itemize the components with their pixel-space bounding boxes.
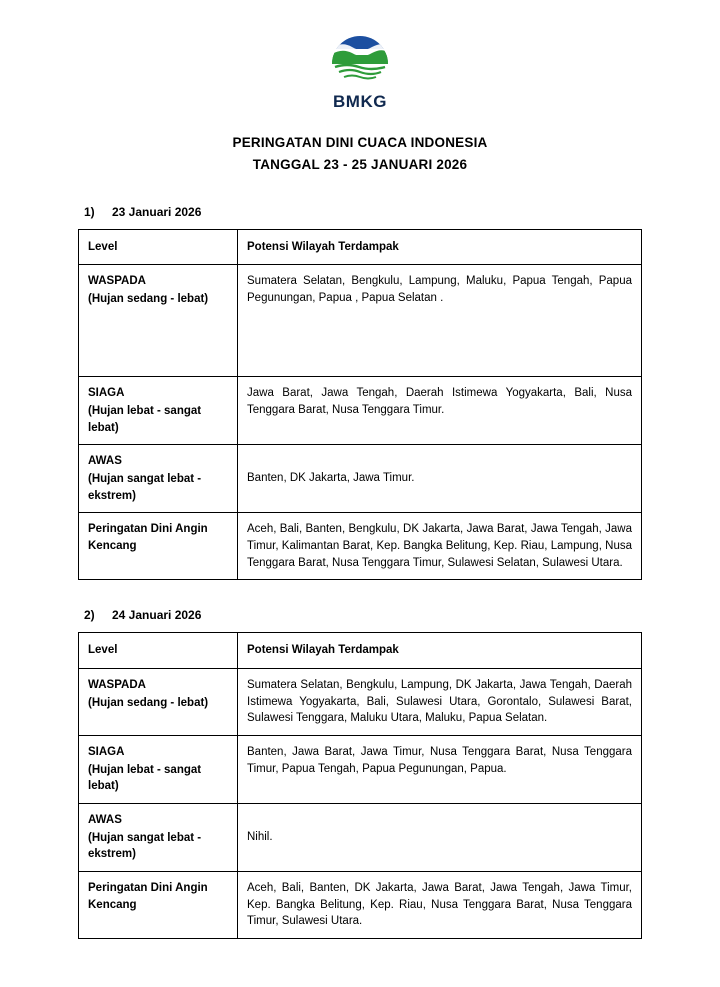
row-regions-waspada: Sumatera Selatan, Bengkulu, Lampung, Maluku, Papua Tengah, Papua Pegunungan, Papua , Papua Selatan .	[238, 265, 642, 377]
level-label: WASPADA	[88, 275, 146, 288]
table-row	[79, 668, 642, 735]
row-regions-angin-kencang: Aceh, Bali, Banten, Bengkulu, DK Jakarta, Jawa Barat, Jawa Tengah, Jawa Timur, Kalimantan Barat, Kep. Bangka Belitung, Kep. Riau, Lampung, Nusa Tenggara Barat, Nusa Tenggara Timur, Sulawesi Selatan, Sulawesi Utara.	[238, 513, 642, 580]
level-sublabel: (Hujan sedang - lebat)	[88, 292, 209, 305]
table-row	[79, 265, 642, 377]
level-label: AWAS	[88, 455, 122, 468]
level-label: AWAS	[88, 813, 122, 826]
row-level-waspada	[79, 668, 238, 735]
row-regions-awas: Banten, DK Jakarta, Jawa Timur.	[238, 445, 642, 513]
table-row	[79, 445, 642, 513]
page-title	[78, 132, 642, 177]
title-line-2: TANGGAL 23 - 25 JANUARI 2026	[252, 157, 468, 173]
level-sublabel: (Hujan sedang - lebat)	[88, 696, 209, 709]
column-header-level: Level	[79, 229, 238, 265]
row-level-awas	[79, 803, 238, 871]
bmkg-logo-text: BMKG	[333, 92, 387, 111]
section-2-number: 2)	[84, 608, 95, 623]
row-level-angin-kencang	[79, 513, 238, 580]
table-header-row	[79, 633, 642, 669]
table-row	[79, 513, 642, 580]
section-1-date: 23 Januari 2026	[112, 204, 202, 219]
level-label: Peringatan Dini Angin Kencang	[88, 881, 208, 911]
level-label: Peringatan Dini Angin Kencang	[88, 523, 208, 552]
table-row	[79, 735, 642, 803]
row-level-siaga	[79, 377, 238, 445]
level-sublabel: (Hujan lebat - sangat lebat)	[88, 763, 202, 793]
row-regions-awas: Nihil.	[238, 803, 642, 871]
row-level-siaga	[79, 735, 238, 803]
level-label: WASPADA	[88, 678, 146, 691]
section-2-date: 24 Januari 2026	[112, 608, 202, 623]
level-sublabel: (Hujan sangat lebat - ekstrem)	[88, 472, 202, 502]
level-label: SIAGA	[88, 745, 125, 758]
row-regions-waspada: Sumatera Selatan, Bengkulu, Lampung, DK Jakarta, Jawa Tengah, Daerah Istimewa Yogyakarta, Bali, Sulawesi Utara, Gorontalo, Sulawesi Barat, Sulawesi Tenggara, Maluku Utara, Maluku, Papua Selatan.	[238, 668, 642, 735]
section-1-number: 1)	[84, 204, 95, 219]
level-label: SIAGA	[88, 387, 125, 400]
table-row	[79, 377, 642, 445]
column-header-regions: Potensi Wilayah Terdampak	[238, 633, 642, 669]
column-header-level: Level	[79, 633, 238, 669]
row-regions-siaga: Jawa Barat, Jawa Tengah, Daerah Istimewa Yogyakarta, Bali, Nusa Tenggara Barat, Nusa Tenggara Timur.	[238, 377, 642, 445]
column-header-regions: Potensi Wilayah Terdampak	[238, 229, 642, 265]
section-1-heading	[78, 205, 642, 219]
row-regions-angin-kencang: Aceh, Bali, Banten, DK Jakarta, Jawa Barat, Jawa Tengah, Jawa Timur, Kep. Bangka Belitung, Kep. Riau, Nusa Tenggara Barat, Nusa Tenggara Timur, Sulawesi Utara.	[238, 871, 642, 938]
level-sublabel: (Hujan sangat lebat - ekstrem)	[88, 831, 202, 861]
table-row	[79, 871, 642, 938]
warning-table-1	[78, 229, 642, 581]
bmkg-logo-block	[78, 34, 642, 110]
title-line-1: PERINGATAN DINI CUACA INDONESIA	[232, 135, 488, 150]
bmkg-logo-icon	[321, 34, 399, 92]
table-header-row	[79, 229, 642, 265]
row-level-angin-kencang	[79, 871, 238, 938]
row-level-awas	[79, 445, 238, 513]
row-level-waspada	[79, 265, 238, 377]
warning-table-2	[78, 632, 642, 939]
table-row	[79, 803, 642, 871]
level-sublabel: (Hujan lebat - sangat lebat)	[88, 404, 202, 434]
section-2-heading	[78, 608, 642, 622]
row-regions-siaga: Banten, Jawa Barat, Jawa Timur, Nusa Tenggara Barat, Nusa Tenggara Timur, Papua Tengah, Papua Pegunungan, Papua.	[238, 735, 642, 803]
